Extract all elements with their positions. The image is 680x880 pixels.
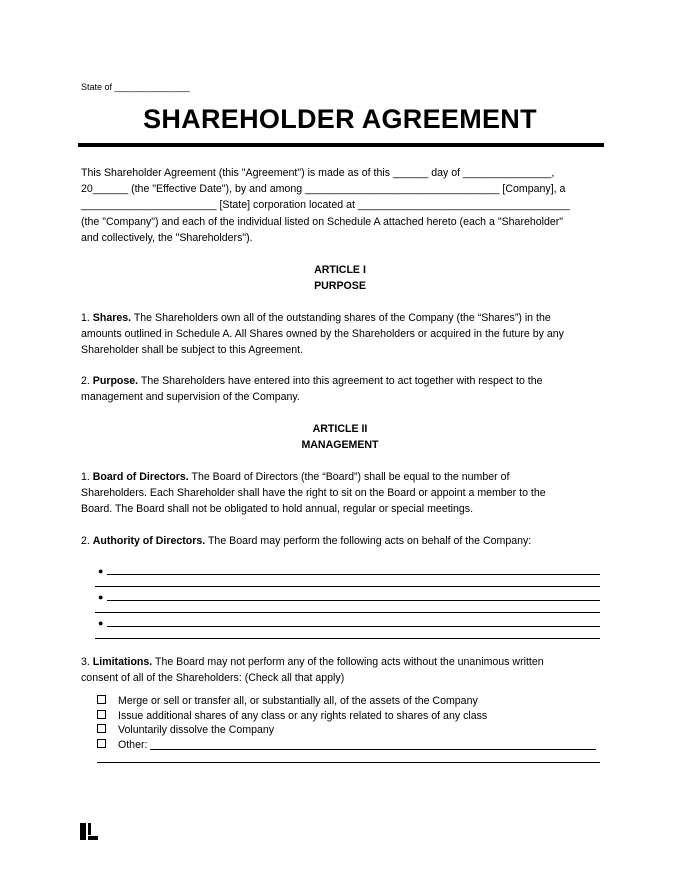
intro-line: 20______ (the "Effective Date"), by and among _________________________________ [Company], a <box>81 183 566 196</box>
blank-line[interactable] <box>95 612 600 613</box>
section-text: The Shareholders have entered into this agreement to act together with respect to the <box>138 375 543 387</box>
checkbox[interactable] <box>97 739 106 748</box>
list-item[interactable] <box>95 591 600 617</box>
bullet-icon: ● <box>98 618 104 628</box>
intro-paragraph <box>81 165 601 246</box>
other-blank-line-2[interactable] <box>97 762 600 763</box>
article-title: MANAGEMENT <box>301 439 379 451</box>
checklist-label: Merge or sell or transfer all, or substantially all, of the assets of the Company <box>118 695 478 707</box>
section-text: The Shareholders own all of the outstanding shares of the Company (the “Shares”) in the <box>131 312 551 324</box>
article-number: ARTICLE II <box>312 423 368 435</box>
section-number: 1. <box>81 312 93 324</box>
bullet-icon: ● <box>98 566 104 576</box>
checklist-item <box>97 709 596 724</box>
section-term: Limitations. <box>92 656 153 668</box>
section-limitations <box>81 654 601 686</box>
article-title: PURPOSE <box>314 280 366 292</box>
other-blank-line[interactable] <box>150 739 596 750</box>
article-2-heading <box>0 421 680 453</box>
article-1-heading <box>0 262 680 294</box>
intro-line: _______________________ [State] corporation located at ____________________________________ <box>81 199 570 212</box>
section-text: Shareholders. Each Shareholder shall have the right to sit on the Board or appoint a member to the <box>81 487 546 500</box>
checklist-label: Voluntarily dissolve the Company <box>118 724 275 736</box>
section-text: consent of all of the Shareholders: (Check all that apply) <box>81 672 345 685</box>
section-term: Purpose. <box>92 375 139 387</box>
limitations-checklist <box>97 694 596 752</box>
brand-logo-icon <box>80 823 98 840</box>
section-number: 1. <box>81 471 93 483</box>
checklist-label: Issue additional shares of any class or any rights related to shares of any class <box>118 709 488 722</box>
section-text: Shareholder shall be subject to this Agreement. <box>81 344 304 357</box>
intro-line: (the "Company") and each of the individual listed on Schedule A attached hereto (each a "Shareholder" <box>81 215 564 228</box>
intro-line: This Shareholder Agreement (this "Agreement") is made as of this ______ day of _______________, <box>81 167 555 179</box>
document-title: SHAREHOLDER AGREEMENT <box>143 104 537 134</box>
section-term: Authority of Directors. <box>92 535 206 547</box>
checkbox[interactable] <box>97 710 106 719</box>
blank-line[interactable] <box>107 626 600 627</box>
section-number: 3. <box>81 656 93 668</box>
section-text: management and supervision of the Company. <box>81 391 300 404</box>
title-rule <box>78 143 604 147</box>
checklist-item <box>97 738 596 753</box>
blank-line[interactable] <box>107 600 600 601</box>
section-number: 2. <box>81 375 93 387</box>
section-text: Board. The Board shall not be obligated to hold annual, regular or special meetings. <box>81 503 474 516</box>
section-number: 2. <box>81 535 93 547</box>
section-term: Board of Directors. <box>92 471 189 483</box>
section-text: amounts outlined in Schedule A. All Shares owned by the Shareholders or acquired in the future by any <box>81 328 564 341</box>
section-text: The Board may perform the following acts on behalf of the Company: <box>205 535 532 547</box>
checkbox[interactable] <box>97 724 106 733</box>
article-number: ARTICLE I <box>314 264 366 276</box>
section-authority <box>81 533 601 549</box>
checklist-item <box>97 723 596 738</box>
section-purpose <box>81 373 601 405</box>
section-text: The Board may not perform any of the following acts without the unanimous written <box>152 656 544 668</box>
list-item[interactable] <box>95 617 600 643</box>
bullet-icon: ● <box>98 592 104 602</box>
blank-line[interactable] <box>107 574 600 575</box>
authority-bullet-list <box>95 565 600 643</box>
section-term: Shares. <box>92 312 132 324</box>
blank-line[interactable] <box>95 638 600 639</box>
intro-line: and collectively, the "Shareholders"). <box>81 231 253 244</box>
section-shares <box>81 310 601 359</box>
checklist-label: Other: <box>118 738 148 751</box>
state-field[interactable]: State of _______________ <box>81 82 190 92</box>
section-text: The Board of Directors (the “Board”) shall be equal to the number of <box>188 471 510 483</box>
checklist-item <box>97 694 596 709</box>
section-board <box>81 469 601 518</box>
checkbox[interactable] <box>97 695 106 704</box>
list-item[interactable] <box>95 565 600 591</box>
blank-line[interactable] <box>95 586 600 587</box>
